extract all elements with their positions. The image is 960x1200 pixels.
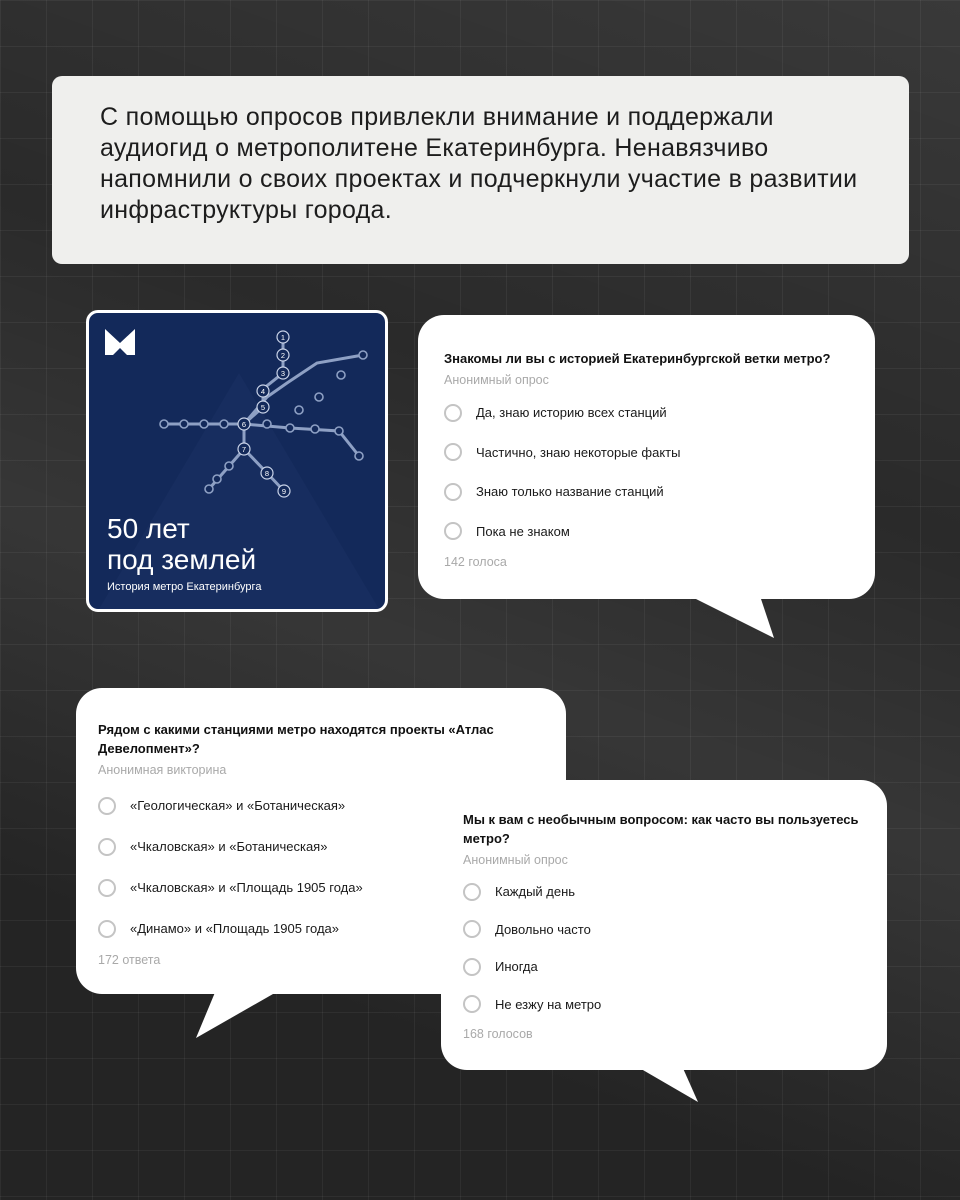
- poll-card-frequency: [441, 780, 887, 1070]
- poll-option[interactable]: [463, 911, 865, 949]
- intro-card: [52, 76, 909, 264]
- radio-button[interactable]: [463, 958, 481, 976]
- radio-button[interactable]: [444, 404, 462, 422]
- poll-option[interactable]: [463, 873, 865, 911]
- option-label: Знаю только название станций: [476, 484, 664, 500]
- poll-question: Знакомы ли вы с историей Екатеринбургской ветки метро?: [444, 351, 831, 366]
- station-label-1: 1: [280, 333, 286, 342]
- option-label: Пока не знаком: [476, 523, 570, 539]
- option-label: Да, знаю историю всех станций: [476, 405, 667, 421]
- poll-type: Анонимная викторина: [98, 763, 227, 777]
- radio-button[interactable]: [444, 522, 462, 540]
- poll-option[interactable]: [444, 393, 849, 433]
- cover-title-line1: 50 лет: [107, 513, 190, 544]
- option-label: Частично, знаю некоторые факты: [476, 444, 681, 460]
- poll-option[interactable]: [444, 433, 849, 473]
- poll-question: Рядом с какими станциями метро находятся проекты «Атлас Девелопмент»?: [98, 722, 494, 756]
- poll-votes-count: 172 ответа: [98, 953, 161, 967]
- poll-votes-count: 142 голоса: [444, 555, 507, 569]
- cover-title: [107, 513, 256, 575]
- station-label-3: 3: [280, 369, 286, 378]
- option-label: «Чкаловская» и «Ботаническая»: [130, 839, 328, 854]
- radio-button[interactable]: [98, 797, 116, 815]
- poll-option[interactable]: [463, 948, 865, 986]
- poll-question: Мы к вам с необычным вопросом: как часто вы пользуетесь метро?: [463, 812, 859, 846]
- poll-type: Анонимный опрос: [463, 853, 568, 867]
- radio-button[interactable]: [463, 995, 481, 1013]
- station-label-8: 8: [264, 469, 270, 478]
- option-label: Довольно часто: [495, 921, 591, 937]
- metro-cover-card: [86, 310, 388, 612]
- intro-text: С помощью опросов привлекли внимание и поддержали аудиогид о метрополитене Екатеринбурга. Ненавязчиво напомнили о своих проектах и подчеркнули участие в развитии инфраструктуры города.: [100, 103, 858, 224]
- radio-button[interactable]: [444, 443, 462, 461]
- cover-title-line2: под землей: [107, 544, 257, 575]
- radio-button[interactable]: [463, 920, 481, 938]
- option-label: Каждый день: [495, 884, 576, 900]
- option-label: Иногда: [495, 959, 538, 975]
- radio-button[interactable]: [98, 879, 116, 897]
- station-label-2: 2: [280, 351, 286, 360]
- poll-option[interactable]: [444, 472, 849, 512]
- option-label: «Чкаловская» и «Площадь 1905 года»: [130, 880, 363, 895]
- radio-button[interactable]: [98, 920, 116, 938]
- poll-type: Анонимный опрос: [444, 373, 549, 387]
- speech-bubble-tail: [636, 1066, 706, 1106]
- speech-bubble-tail: [690, 596, 780, 640]
- option-label: «Геологическая» и «Ботаническая»: [130, 798, 346, 813]
- poll-option[interactable]: [463, 986, 865, 1024]
- speech-bubble-tail: [196, 990, 286, 1040]
- poll-option[interactable]: [444, 512, 849, 552]
- poll-card-history: [418, 315, 875, 599]
- station-label-7: 7: [241, 445, 247, 454]
- radio-button[interactable]: [98, 838, 116, 856]
- option-label: «Динамо» и «Площадь 1905 года»: [130, 921, 339, 936]
- option-label: Не езжу на метро: [495, 996, 602, 1012]
- station-label-4: 4: [260, 387, 266, 396]
- poll-votes-count: 168 голосов: [463, 1027, 533, 1041]
- station-label-5: 5: [260, 403, 266, 412]
- radio-button[interactable]: [444, 483, 462, 501]
- metro-logo-icon: [105, 329, 135, 355]
- station-label-6: 6: [241, 420, 247, 429]
- radio-button[interactable]: [463, 883, 481, 901]
- station-label-9: 9: [281, 487, 287, 496]
- cover-subtitle: История метро Екатеринбурга: [107, 581, 262, 593]
